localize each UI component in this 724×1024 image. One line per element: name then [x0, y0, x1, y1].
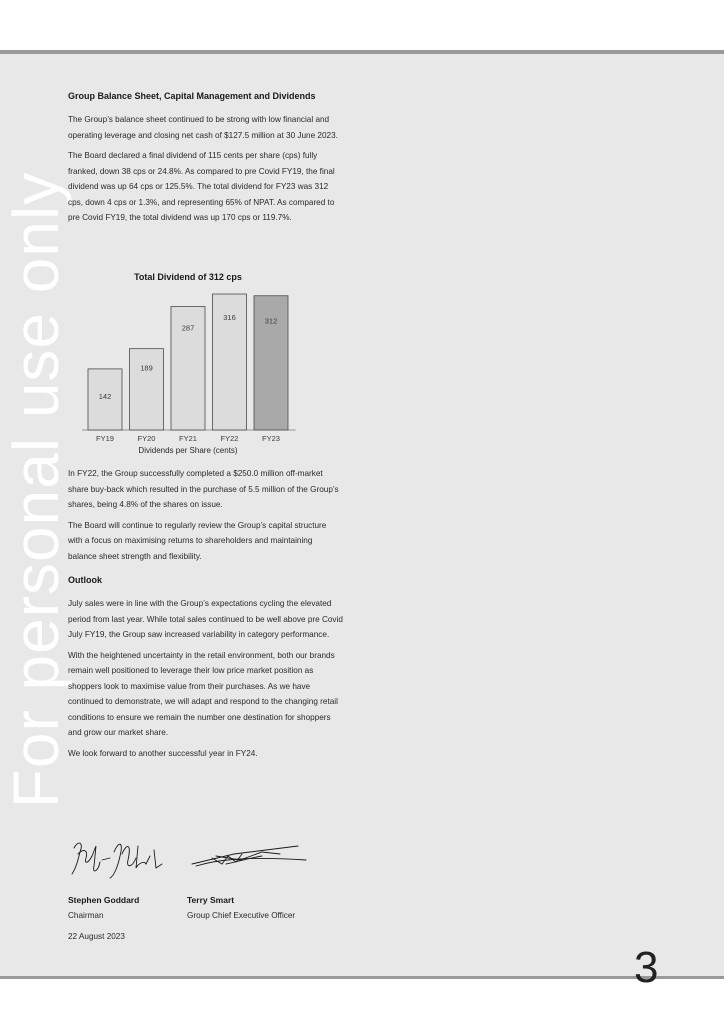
- paragraph: We look forward to another successful year in FY24.: [68, 748, 258, 758]
- signatory-name: Terry Smart: [187, 895, 235, 905]
- page-number: 3: [634, 943, 659, 992]
- signatures: [66, 834, 326, 884]
- chart-x-axis-label: Dividends per Share (cents): [138, 446, 238, 455]
- paragraph: The Board will continue to regularly review the Group’s capital structure with a focus on maximising returns to shareholders and maintaining balance sheet strength and flexibility.: [68, 520, 327, 561]
- signature-ceo: [192, 846, 306, 866]
- chart-data-label: 312: [264, 316, 278, 326]
- chart-title: Total Dividend of 312 cps: [134, 272, 242, 282]
- bottom-rule: [0, 976, 724, 979]
- section-buyback: [68, 466, 343, 766]
- signatory-ceo: [187, 893, 295, 923]
- dividend-chart: [68, 270, 308, 460]
- paragraph: With the heightened uncertainty in the retail environment, both our brands remain well positioned to leverage their low price market position as shoppers look to maximise value from their purchases. As we have continued to demonstrate, we will adapt and respond to the changing retail conditions to ensure we remain the number one destination for shoppers and grow our market share.: [68, 650, 338, 737]
- chart-tick-label: FY23: [262, 434, 280, 443]
- chart-plot: [68, 270, 308, 446]
- section-capital-management: [68, 88, 343, 231]
- paragraph: July sales were in line with the Group’s expectations cycling the elevated period from last year. While total sales continued to be well above pre Covid July FY19, the Group saw increased variability in category performance.: [68, 599, 343, 639]
- outlook-heading: Outlook: [68, 575, 102, 585]
- chart-data-label: 316: [223, 313, 236, 323]
- chart-data-label: 287: [181, 323, 195, 333]
- chart-data-label: 142: [98, 391, 112, 401]
- chart-tick-label: FY21: [179, 434, 197, 443]
- chart-tick-label: FY22: [220, 434, 239, 443]
- letter-date: 22 August 2023: [68, 932, 125, 941]
- section-heading: Group Balance Sheet, Capital Management and Dividends: [68, 91, 316, 101]
- paragraph: In FY22, the Group successfully completed a $250.0 million off-market share buy-back which resulted in the purchase of 5.5 million of the Group’s shares, being 4.8% of the shares on issue.: [68, 469, 339, 509]
- signatory-chairman: [68, 893, 139, 923]
- chart-tick-label: FY20: [137, 434, 156, 443]
- paragraph: The Board declared a final dividend of 115 cents per share (cps) fully franked, down 38 cps or 24.8%. As compared to pre Covid FY19, the final dividend was up 64 cps or 125.5%. The total dividend for FY23 was 312 cps, down 4 cps or 1.3%, and representing 65% of NPAT. As compared to pre Covid FY19, the total dividend was up 170 cps or 119.7%.: [68, 151, 335, 222]
- signature-chairman: [72, 843, 162, 878]
- chart-bar-fy20: [130, 349, 164, 430]
- chart-tick-label: FY19: [96, 434, 114, 443]
- signatory-name: Stephen Goddard: [68, 895, 140, 905]
- chart-data-label: 189: [140, 363, 153, 373]
- watermark: For personal use only: [0, 171, 72, 809]
- signatory-role: Chairman: [68, 911, 104, 920]
- signatory-role: Group Chief Executive Officer: [187, 911, 296, 920]
- paragraph: The Group’s balance sheet continued to be strong with low financial and operating leverage and closing net cash of $127.5 million at 30 June 2023.: [68, 115, 338, 140]
